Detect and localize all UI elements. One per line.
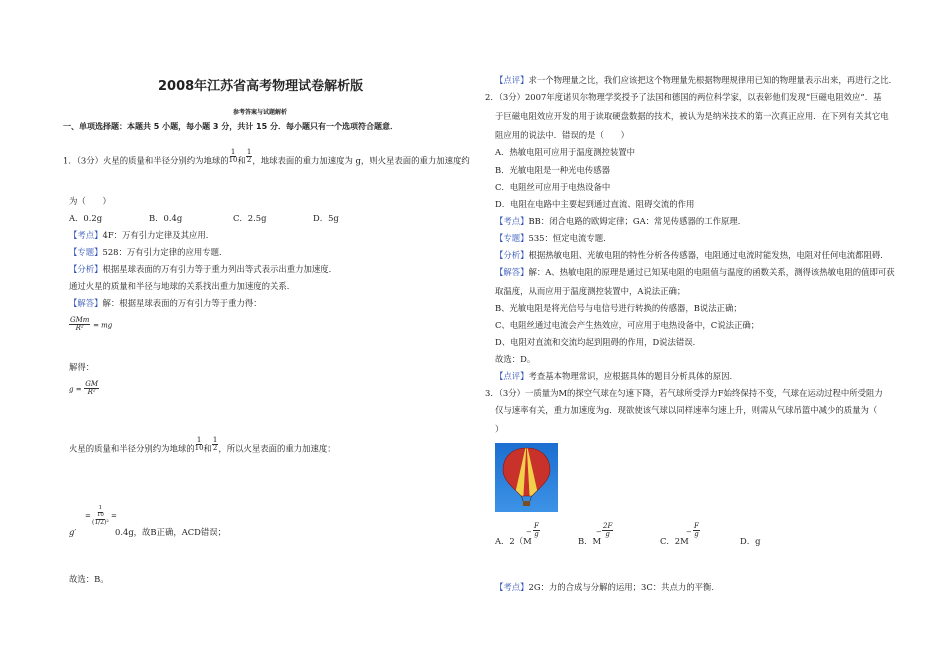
q1-fenxi: 【分析】根据星球表面的万有引力等于重力列出等式表示出重力加速度． xyxy=(69,264,337,274)
q1-stem-line2: 为（ ） xyxy=(69,196,111,206)
q1-option-d: D．5g xyxy=(313,213,339,223)
q2-zhuanti: 【专题】535：恒定电流专题． xyxy=(495,233,612,243)
q1-jiede: 解得： xyxy=(69,362,95,372)
q1-zhuanti: 【专题】528：万有引力定律的应用专题． xyxy=(69,247,228,257)
q2-jieda-line3: B、光敏电阻是将光信号与电信号进行转换的传感器，B说法正确； xyxy=(495,303,742,313)
q2-jieda: 【解答】解：A、热敏电阻的原理是通过已知某电阻的电阻值与温度的函数关系，测得该热敏电阻的值即可获 xyxy=(495,267,895,277)
q1-choose: 故选：B。 xyxy=(69,574,109,584)
q2-jieda-line5: D、电阻对直流和交流均起到阻碍的作用，D说法错误． xyxy=(495,337,702,347)
q2-option-d: D．电阻在电路中主要起到通过直流、阻碍交流的作用 xyxy=(495,199,695,209)
q2-jieda-line4: C、电阻丝通过电流会产生热效应，可应用于电热设备中，C说法正确； xyxy=(495,320,760,330)
q2-stem-line1: 2．（3分）2007年度诺贝尔物理学奖授予了法国和德国的两位科学家，以表彰他们发现“巨磁电阻效应”．基 xyxy=(485,92,882,102)
q1-fraction-mass: $\frac{1}{10}$ xyxy=(228,148,238,165)
q1-stem-a: 1．（3分）火星的质量和半径分别约为地球的 xyxy=(63,155,229,166)
q2-stem-line2: 于巨磁电阻效应开发的用于读取硬盘数据的技术，被认为是纳米技术的第一次真正应用．在下列有关其它电 xyxy=(495,111,889,121)
q1-kaodian: 【考点】4F：万有引力定律及其应用． xyxy=(69,230,215,240)
q3-option-b: B．M $\frac{2F}{g}$ xyxy=(578,522,613,546)
q3-kaodian: 【考点】2G：力的合成与分解的运用；3C：共点力的平衡． xyxy=(495,582,720,592)
q2-fenxi: 【分析】根据热敏电阻、光敏电阻的特性分析各传感器，电阻通过电流时能发热，电阻对任何电流都阻碍． xyxy=(495,250,889,260)
q3-option-b-minus: − xyxy=(596,528,602,536)
q2-option-c: C．电阻丝可应用于电热设备中 xyxy=(495,182,611,192)
q1-fenxi2: 通过火星的质量和半径与地球的关系找出重力加速度的关系． xyxy=(69,281,296,291)
q3-stem-line3: ） xyxy=(495,424,504,434)
hot-air-balloon-image xyxy=(495,443,558,512)
q3-stem-line2: 仅与速率有关，重力加速度为g．现欲使该气球以同样速率匀速上升，则需从气球吊篮中减少的质量为（ xyxy=(495,405,878,415)
q1-relation-line: 火星的质量和半径分别约为地球的 $\frac{1}{10}$ 和 $\frac{1}{2}$ ，所以火星表面的重力加速度： xyxy=(69,436,336,454)
q2-jieda-line2: 取温度，从而应用于温度测控装置中，A说法正确； xyxy=(495,286,686,296)
q2-kaodian: 【考点】BB：闭合电路的欧姆定律；GA：常见传感器的工作原理． xyxy=(495,216,747,226)
q2-choose: 故选：D。 xyxy=(495,354,536,364)
q1-dianping: 【点评】求一个物理量之比，我们应该把这个物理量先根据物理规律用已知的物理量表示出来，再进行之比． xyxy=(495,75,897,85)
q3-option-a: A．2（M $\frac{F}{g}$ xyxy=(495,522,539,546)
q3-option-c-minus: − xyxy=(686,528,692,536)
q3-option-d: D．g xyxy=(740,536,761,546)
q1-equation-2: g = $\frac{GM}{\text{R²}}$ xyxy=(69,380,99,397)
q1-equation-1: $\frac{\text{GMm}}{\text{R²}}$ = mg xyxy=(70,316,113,333)
q1-option-b: B．0.4g xyxy=(149,213,183,223)
page-title: 2008年江苏省高考物理试卷解析版 xyxy=(158,79,364,94)
q2-option-a: A．热敏电阻可应用于温度测控装置中 xyxy=(495,147,636,157)
q1-option-c: C．2.5g xyxy=(233,213,267,223)
q2-dianping: 【点评】考查基本物理常识，应根据具体的题目分析具体的原因． xyxy=(495,371,738,381)
q3-stem-line1: 3．（3分）一质量为M的探空气球在匀速下降，若气球所受浮力F始终保持不变，气球在运动过程中所受阻力 xyxy=(485,388,883,398)
q1-option-a: A．0.2g xyxy=(69,213,103,223)
answer-subtitle: 参考答案与试题解析 xyxy=(233,109,288,116)
q3-option-c: C．2M $\frac{F}{g}$ xyxy=(660,522,699,546)
q1-jieda: 【解答】解：根据星球表面的万有引力等于重力得： xyxy=(69,298,262,308)
q1-fraction-radius: $\frac{1}{2}$ xyxy=(246,148,252,165)
q1-stem-b: ，地球表面的重力加速度为 g，则火星表面的重力加速度约 xyxy=(252,155,470,166)
q1-stem-line1: 1．（3分）火星的质量和半径分别约为地球的 $\frac{1}{10}$ 和 $\frac{1}{2}$ ，地球表面的重力加速度为 g，则火星表面的重力加速度约 xyxy=(63,148,470,166)
q3-option-a-minus: − xyxy=(526,528,532,536)
q2-option-b: B．光敏电阻是一种光电传感器 xyxy=(495,165,611,175)
section-heading: 一、单项选择题：本题共 5 小题，每小题 3 分，共计 15 分．每小题只有一个选项符合题意． xyxy=(63,122,398,131)
q2-stem-line3: 阻应用的说法中．错误的是（ ） xyxy=(495,130,629,140)
